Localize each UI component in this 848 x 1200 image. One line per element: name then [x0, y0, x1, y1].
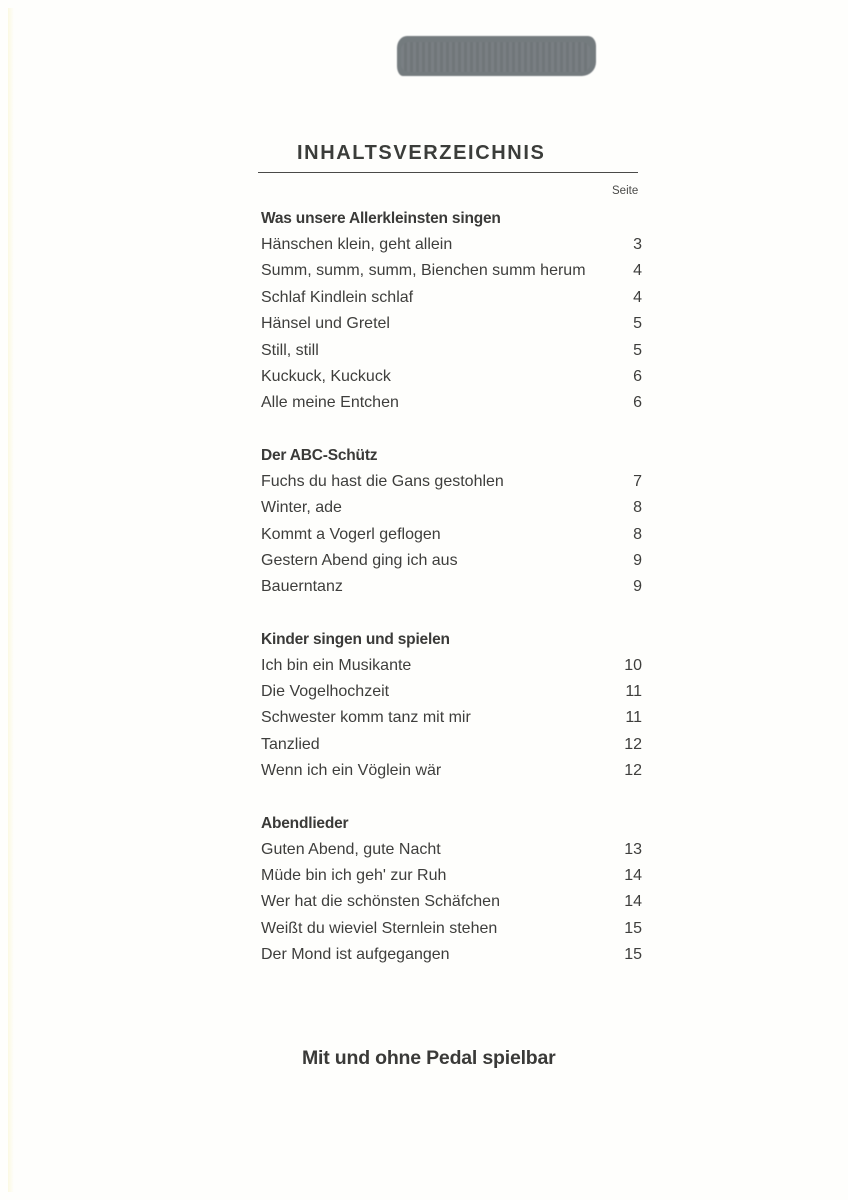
page-column-label: Seite [612, 185, 639, 197]
toc-entry [260, 863, 644, 889]
title-underline-divider [258, 172, 638, 173]
toc-entry [260, 522, 644, 548]
toc-entry [260, 548, 644, 574]
section-heading: Der ABC-Schütz [261, 446, 378, 464]
toc-entry [260, 495, 644, 521]
toc-section [260, 443, 644, 601]
entry-page-number: 14 [624, 867, 642, 885]
entry-page-number: 6 [633, 394, 642, 412]
toc-entry [260, 758, 644, 784]
toc-entry [260, 837, 644, 863]
section-heading: Abendlieder [261, 814, 349, 832]
toc-section [260, 811, 644, 969]
section-spacer [260, 417, 644, 443]
entry-page-number: 4 [633, 262, 642, 280]
footer-note: Mit und ohne Pedal spielbar [302, 1047, 556, 1069]
entry-title: Schlaf Kindlein schlaf [261, 288, 414, 306]
toc-entry [260, 469, 644, 495]
scanned-page-edge [8, 8, 14, 1192]
entry-title: Wer hat die schönsten Schäfchen [261, 893, 500, 911]
entry-title: Still, still [261, 341, 319, 359]
entry-page-number: 8 [633, 525, 642, 543]
toc-section [260, 627, 644, 785]
entry-title: Hänsel und Gretel [261, 315, 390, 333]
entry-page-number: 9 [633, 551, 642, 569]
entry-page-number: 4 [633, 288, 642, 306]
entry-title: Kommt a Vogerl geflogen [261, 525, 441, 543]
toc-entry [260, 653, 644, 679]
entry-title: Müde bin ich geh' zur Ruh [261, 867, 447, 885]
entry-page-number: 11 [625, 709, 642, 727]
section-heading: Kinder singen und spielen [261, 630, 450, 648]
entry-title: Fuchs du hast die Gans gestohlen [261, 472, 504, 490]
entry-title: Guten Abend, gute Nacht [261, 840, 441, 858]
entry-title: Summ, summ, summ, Bienchen summ herum [261, 262, 586, 280]
entry-title: Winter, ade [261, 499, 342, 517]
redacted-marker-blot [397, 36, 596, 76]
entry-title: Wenn ich ein Vöglein wär [261, 762, 442, 780]
entry-page-number: 14 [624, 893, 642, 911]
toc-entry [260, 232, 644, 258]
entry-page-number: 5 [633, 315, 642, 333]
toc-entry [260, 258, 644, 284]
entry-page-number: 11 [625, 683, 642, 701]
entry-title: Die Vogelhochzeit [261, 683, 390, 701]
entry-page-number: 12 [624, 762, 642, 780]
entry-page-number: 7 [633, 472, 642, 490]
entry-title: Tanzlied [261, 735, 320, 753]
entry-title: Kuckuck, Kuckuck [261, 367, 391, 385]
entry-page-number: 8 [633, 499, 642, 517]
toc-section [260, 206, 644, 417]
page-title: INHALTSVERZEICHNIS [297, 142, 546, 164]
entry-page-number: 10 [624, 656, 642, 674]
entry-page-number: 3 [633, 236, 642, 253]
entry-page-number: 12 [624, 735, 642, 753]
section-spacer [260, 601, 644, 627]
entry-title: Der Mond ist aufgegangen [261, 946, 450, 964]
entry-page-number: 6 [633, 367, 642, 385]
toc-entry [260, 679, 644, 705]
entry-title: Bauerntanz [261, 578, 343, 596]
toc-entry [260, 390, 644, 416]
entry-page-number: 9 [633, 578, 642, 596]
toc-entry [260, 574, 644, 600]
toc-entry [260, 916, 644, 942]
toc-entry [260, 285, 644, 311]
toc-entry [260, 942, 644, 968]
table-of-contents [260, 206, 644, 969]
entry-title: Alle meine Entchen [261, 394, 399, 412]
entry-title: Schwester komm tanz mit mir [261, 709, 471, 727]
toc-entry [260, 364, 644, 390]
section-spacer [260, 785, 644, 811]
entry-title: Weißt du wieviel Sternlein stehen [261, 919, 498, 937]
toc-entry [260, 338, 644, 364]
entry-page-number: 15 [624, 946, 642, 964]
entry-page-number: 15 [624, 919, 642, 937]
section-heading: Was unsere Allerkleinsten singen [261, 210, 501, 227]
entry-title: Gestern Abend ging ich aus [261, 551, 458, 569]
entry-title: Ich bin ein Musikante [261, 656, 412, 674]
toc-entry [260, 732, 644, 758]
toc-entry [260, 311, 644, 337]
entry-title: Hänschen klein, geht allein [261, 236, 453, 253]
entry-page-number: 5 [633, 341, 642, 359]
toc-entry [260, 889, 644, 915]
entry-page-number: 13 [624, 840, 642, 858]
toc-entry [260, 705, 644, 731]
